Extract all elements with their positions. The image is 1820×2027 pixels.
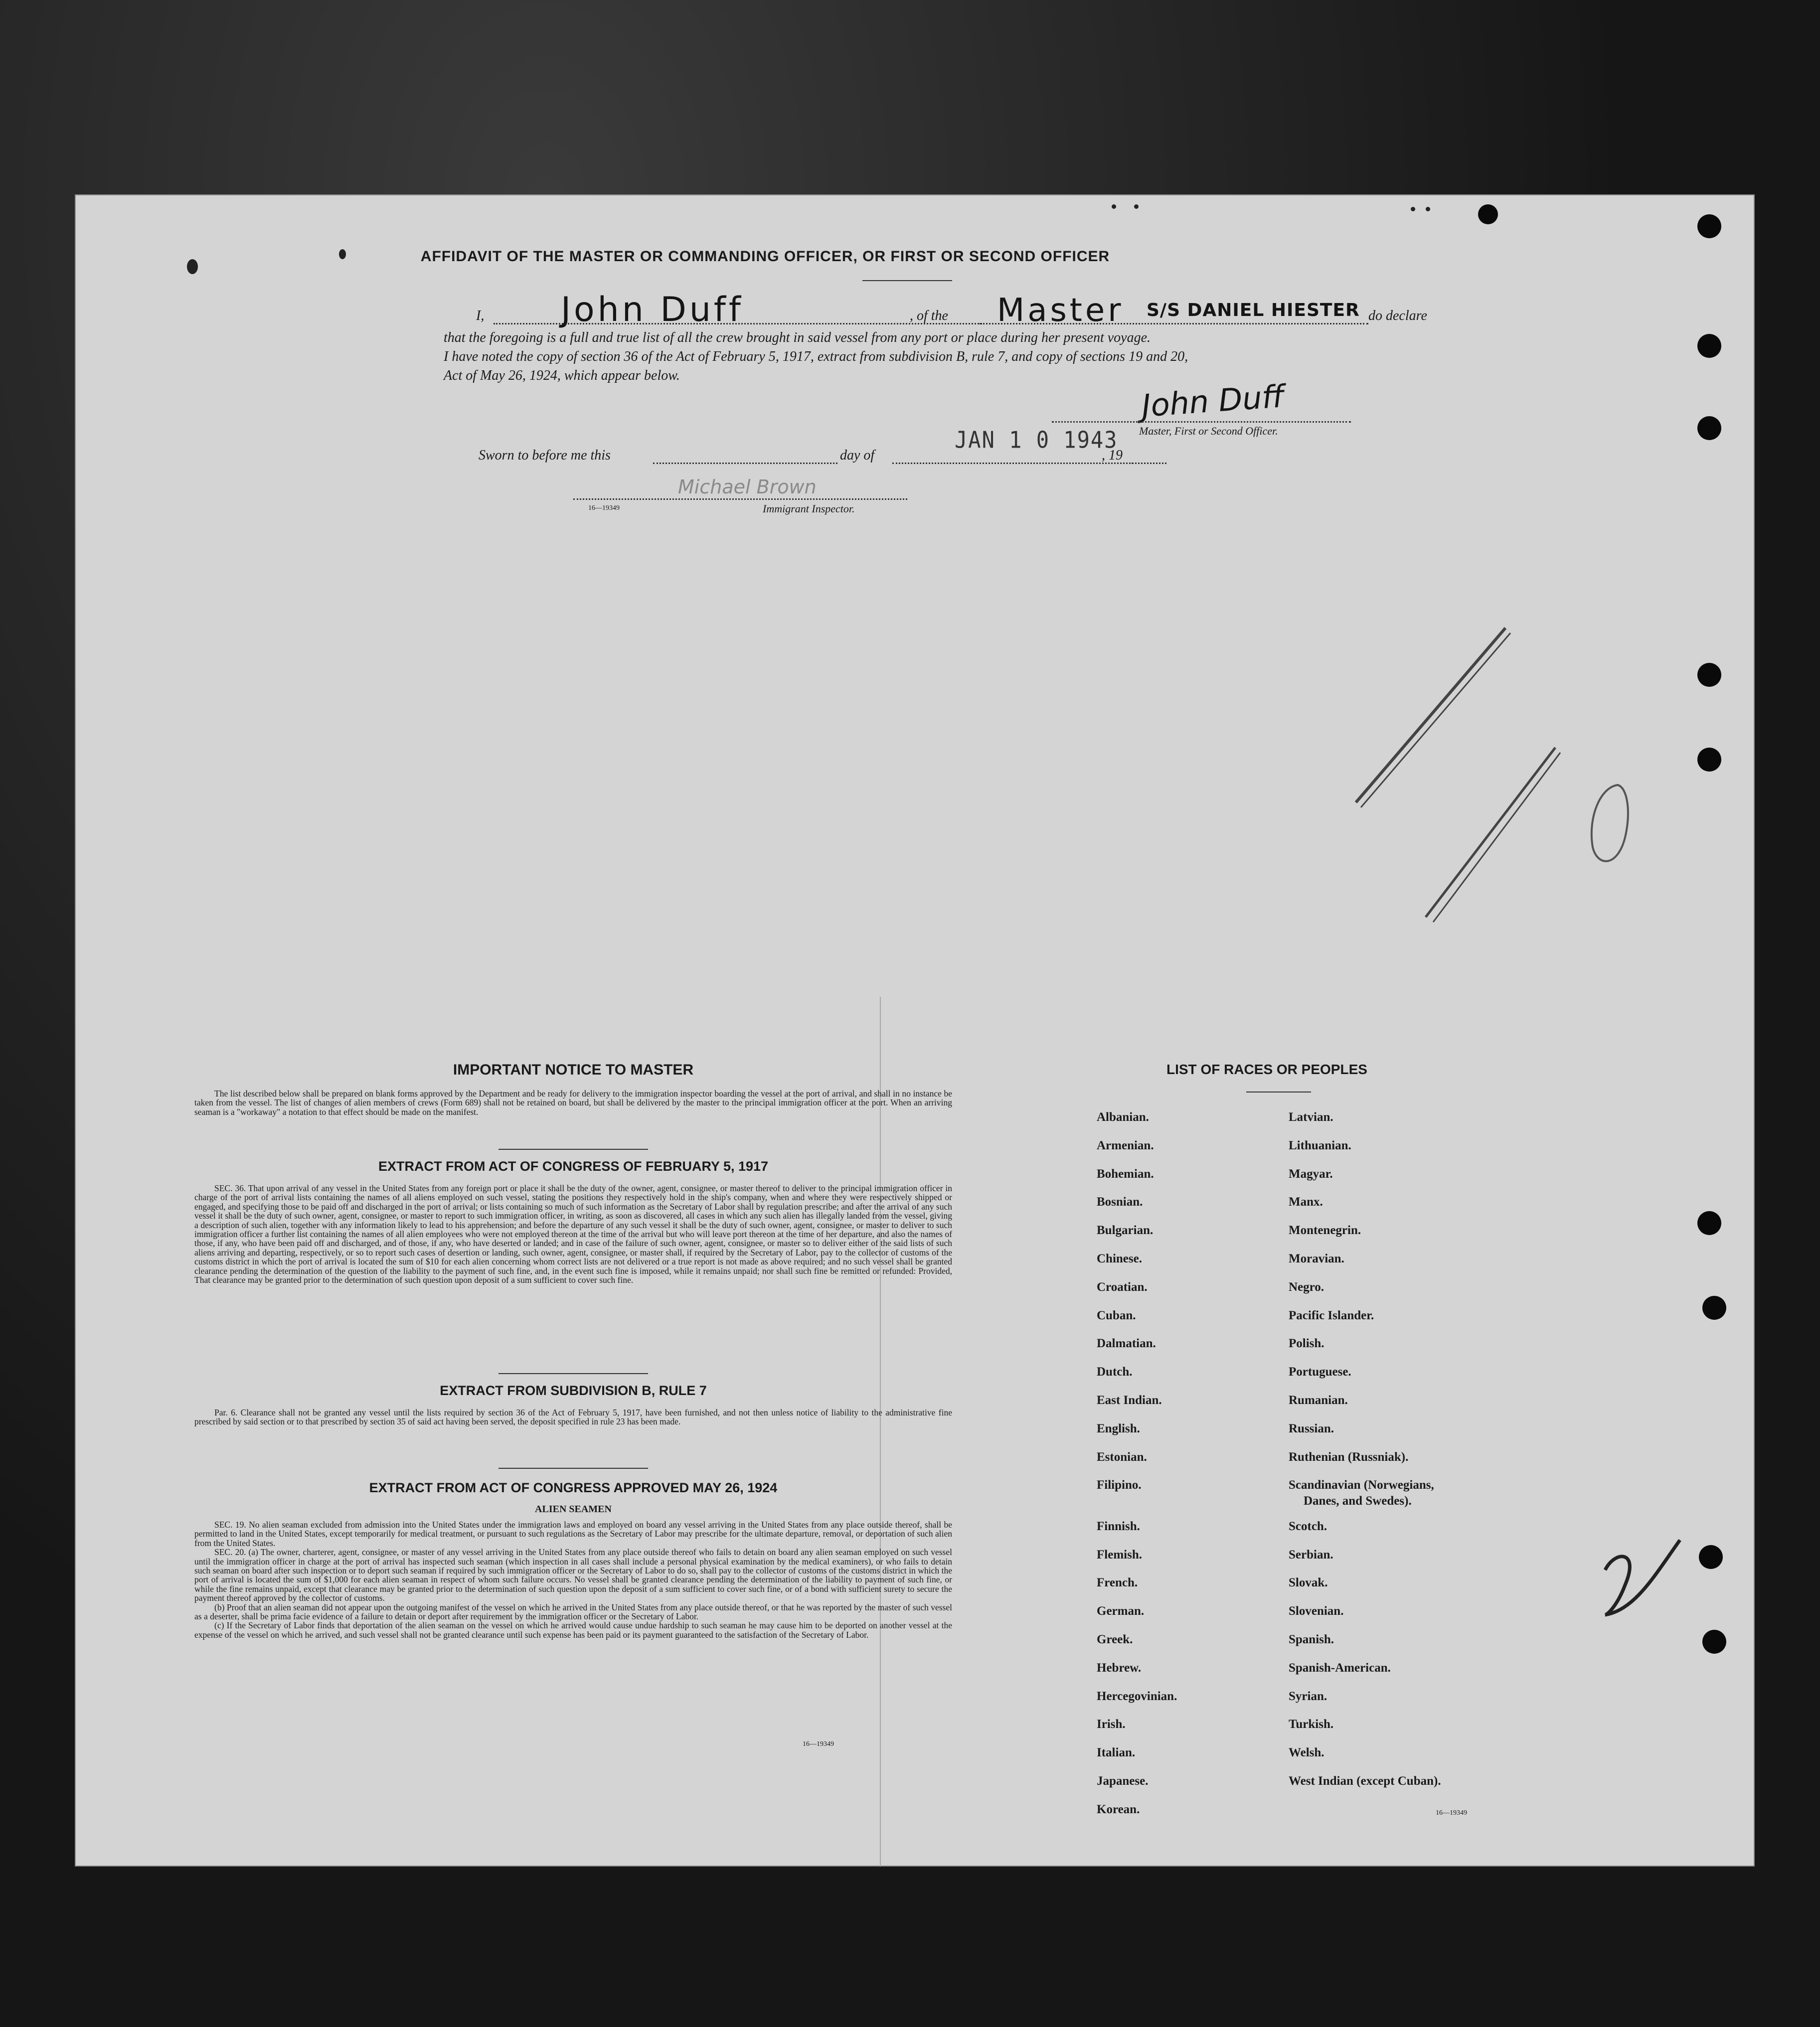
statement-line-2: I have noted the copy of section 36 of the Act of February 5, 1917, extract from subdivision B, rule 7, and copy of sections 19 and 20, (444, 349, 1188, 364)
race-item: Latvian. (1289, 1110, 1333, 1124)
race-item: Moravian. (1289, 1252, 1344, 1265)
race-item: Rumanian. (1289, 1394, 1348, 1407)
race-item: Bohemian. (1097, 1167, 1154, 1181)
races-title-rule (1246, 1091, 1311, 1092)
races-title: LIST OF RACES OR PEOPLES (1166, 1062, 1367, 1077)
binder-hole (1697, 1211, 1721, 1235)
sworn-day-blank (653, 463, 837, 464)
affidavit-heading: AFFIDAVIT OF THE MASTER OR COMMANDING OFFICER, OR FIRST OR SECOND OFFICER (420, 248, 1110, 265)
heading-rule (862, 280, 952, 281)
race-item: Syrian. (1289, 1689, 1327, 1703)
year-label: , 19 (1102, 448, 1123, 463)
sec19-paragraph: SEC. 19. No alien seaman excluded from admission into the United States under the immigration laws and employed on board any vessel arriving in the United States from any place outside thereof, shall be permitted to land in the United States, except temporarily for medical treatment, or pursuant to such regulations as the Secretary of Labor may prescribe for the ultimate departure, removal, or deportation of such alien from the United States. (194, 1520, 952, 1548)
notice-paragraph: The list described below shall be prepared on blank forms approved by the Department and be ready for delivery to the immigration inspector boarding the vessel at the port of arrival, and shall in no instance be taken from the vessel. The list of changes of alien members of crews (Form 689) shall not be retained on board, but shall be delivered by the master to the principal immigration officer at the port. When an arriving seaman is a "workaway" a notation to that effect should be made on the manifest. (194, 1089, 952, 1117)
master-signature: John Duff (1140, 378, 1286, 424)
race-item: Slovenian. (1289, 1604, 1344, 1618)
rank-handwritten: Master (997, 292, 1124, 329)
statement-line-3: Act of May 26, 1924, which appear below. (444, 368, 680, 383)
race-item: Magyar. (1289, 1167, 1333, 1181)
binder-hole (1697, 334, 1721, 358)
sec20c-paragraph: (c) If the Secretary of Labor finds that deportation of the alien seaman on the vessel on which he arrived would cause undue hardship to such seaman he may cause him to be deported on another vessel at the expense of the vessel on which he arrived, and such vessel shall not be granted clearance until such expense has been paid or its payment guaranteed to the satisfaction of the Secretary of Labor. (194, 1620, 952, 1640)
race-item: Flemish. (1097, 1548, 1142, 1561)
master-name-handwritten: John Duff (561, 290, 744, 329)
race-item: Estonian. (1097, 1450, 1147, 1464)
race-item: Dalmatian. (1097, 1337, 1156, 1351)
race-item: Portuguese. (1289, 1365, 1351, 1379)
of-the-label: , of the (910, 308, 948, 323)
extract2-body (194, 1408, 952, 1426)
form-number: 16—19349 (588, 504, 620, 512)
race-item: Cuban. (1097, 1308, 1136, 1322)
signature-blank (1052, 421, 1351, 423)
rule7-paragraph: Par. 6. Clearance shall not be granted any vessel until the lists required by section 36 of the Act of February 5, 1917, have been furnished, and not then unless notice of liability to the administrative fine prescribed by said section or to that prescribed by section 35 of said act having been served, the deposit specified in rule 23 has been made. (194, 1407, 952, 1427)
race-item: German. (1097, 1604, 1145, 1618)
race-item: French. (1097, 1576, 1138, 1590)
extract1-body (194, 1184, 952, 1284)
race-item: English. (1097, 1421, 1140, 1435)
race-item: Korean. (1097, 1802, 1140, 1816)
declare-label: do declare (1368, 308, 1427, 323)
race-item: Croatian. (1097, 1280, 1148, 1294)
binder-hole (1697, 416, 1721, 440)
corner-pencil-mark (1595, 1535, 1695, 1625)
race-item: Irish. (1097, 1717, 1126, 1731)
races-form-number: 16—19349 (1436, 1809, 1467, 1817)
year-blank (1132, 463, 1166, 464)
race-item: Chinese. (1097, 1252, 1142, 1265)
race-item: Bosnian. (1097, 1195, 1143, 1209)
binder-hole (1697, 214, 1721, 238)
race-item: Slovak. (1289, 1576, 1328, 1590)
race-item: Serbian. (1289, 1548, 1333, 1561)
speck (1411, 207, 1415, 211)
race-item: Spanish. (1289, 1632, 1334, 1646)
notice-form-number: 16—19349 (803, 1740, 834, 1748)
race-item: Ruthenian (Russniak). (1289, 1450, 1409, 1464)
race-item: Scotch. (1289, 1519, 1327, 1533)
inspector-caption: Immigrant Inspector. (763, 502, 855, 515)
race-item: Polish. (1289, 1337, 1324, 1351)
binder-hole (1702, 1630, 1726, 1654)
race-item: Lithuanian. (1289, 1138, 1351, 1152)
inspector-signature: Michael Brown (678, 476, 817, 498)
race-item: West Indian (except Cuban). (1289, 1774, 1441, 1788)
sworn-label: Sworn to before me this (479, 448, 611, 463)
binder-hole (1697, 663, 1721, 687)
extract3-body (194, 1520, 952, 1639)
race-item: Filipino. (1097, 1478, 1142, 1492)
race-item: Danes, and Swedes). (1304, 1494, 1412, 1508)
race-item: Armenian. (1097, 1138, 1154, 1152)
notice-title: IMPORTANT NOTICE TO MASTER (453, 1062, 694, 1078)
race-item: Bulgarian. (1097, 1224, 1154, 1238)
binder-hole (1697, 748, 1721, 772)
binder-hole (1702, 1296, 1726, 1320)
race-item: Scandinavian (Norwegians, (1289, 1478, 1434, 1492)
race-item: Japanese. (1097, 1774, 1149, 1788)
speck (1112, 204, 1116, 209)
binder-hole (1699, 1545, 1723, 1569)
race-item: Montenegrin. (1289, 1224, 1361, 1238)
sec20b-paragraph: (b) Proof that an alien seaman did not appear upon the outgoing manifest of the vessel on which he arrived in the United States from any place outside thereof, or that he was reported by the master of such vessel as a deserter, shall be prima facie evidence of a failure to detain or deport after requirement by the immigration officer or the Secretary of Labor. (194, 1602, 952, 1622)
race-item: Dutch. (1097, 1365, 1133, 1379)
section-rule (498, 1468, 648, 1469)
sec36-paragraph: SEC. 36. That upon arrival of any vessel in the United States from any foreign port or place it shall be the duty of the owner, agent, consignee, or master thereof to deliver to the principal immigration officer in charge of the port of arrival lists containing the names of all aliens employed on such vessel, stating the positions they respectively hold in the ship's company, when and where they were respectively shipped or engaged, and specifying those to be paid off and discharged in the port of arrival; or lists containing so much of such information as the Secretary of Labor shall by regulation prescribe; and after the arrival of any such vessel it shall be the duty of such owner, agent, consignee, or master to report to such immigration officer, in writing, as soon as discovered, all cases in which any such alien has illegally landed from the vessel, giving a description of such alien, together with any information likely to lead to his apprehension; and before the departure of any such vessel it shall be the duty of such owner, agent, consignee, or master to deliver to such immigration officer a further list containing the names of all alien employees who were not employed thereon at the time of the arrival but who will leave port thereon at the time of her departure, and also the names of those, if any, who have been paid off and discharged, and of those, if any, who have deserted or landed; and in case of the failure of such owner, agent, consignee, or master so to deliver either of the said lists of such aliens arriving and departing, respectively, or so to report such cases of desertion or landing, such owner, agent, consignee, or master shall, if required by the Secretary of Labor, pay to the collector of customs of the customs district in which the port of arrival is located the sum of $10 for each alien concerning whom correct lists are not delivered or a true report is not made as above required; and no such vessel shall be granted clearance pending the determination of the question of the liability to the payment of such fine, and, in the event such fine is imposed, while it remains unpaid; nor shall such fine be remitted or refunded: Provided, That clearance may be granted prior to the determination of such question upon deposit of a sum sufficient to cover such fine. (194, 1183, 952, 1285)
extract1-title: EXTRACT FROM ACT OF CONGRESS OF FEBRUARY 5, 1917 (378, 1159, 769, 1174)
race-item: Hercegovinian. (1097, 1689, 1177, 1703)
extract3-subtitle: ALIEN SEAMEN (535, 1504, 612, 1515)
extract2-title: EXTRACT FROM SUBDIVISION B, RULE 7 (440, 1383, 707, 1398)
day-of-label: day of (840, 448, 875, 463)
race-item: Greek. (1097, 1632, 1133, 1646)
section-rule (498, 1149, 648, 1150)
race-item: Finnish. (1097, 1519, 1140, 1533)
race-item: Negro. (1289, 1280, 1324, 1294)
pencil-tally-mark (1346, 588, 1695, 1037)
vessel-name-handwritten: S/S DANIEL HIESTER (1147, 300, 1360, 320)
date-stamp: JAN 1 0 1943 (955, 426, 1118, 454)
i-label: I, (476, 308, 485, 323)
race-item: Italian. (1097, 1746, 1136, 1760)
speck (1134, 204, 1139, 209)
affidavit-document (75, 194, 1755, 1867)
signature-caption: Master, First or Second Officer. (1139, 425, 1278, 437)
race-item: Russian. (1289, 1421, 1334, 1435)
race-item: Welsh. (1289, 1746, 1324, 1760)
race-item: Manx. (1289, 1195, 1323, 1209)
race-item: Spanish-American. (1289, 1661, 1391, 1675)
inspector-blank (573, 498, 907, 500)
extract3-title: EXTRACT FROM ACT OF CONGRESS APPROVED MAY 26, 1924 (369, 1480, 778, 1495)
race-item: Hebrew. (1097, 1661, 1142, 1675)
race-item: Turkish. (1289, 1717, 1334, 1731)
fold-line (880, 997, 881, 1867)
binder-hole (1478, 204, 1498, 224)
notice-body (194, 1089, 952, 1116)
race-item: Pacific Islander. (1289, 1308, 1374, 1322)
speck (1426, 207, 1430, 211)
statement-line-1: that the foregoing is a full and true list of all the crew brought in said vessel from any port or place during her present voyage. (444, 330, 1151, 345)
section-rule (498, 1373, 648, 1374)
sec20a-paragraph: SEC. 20. (a) The owner, charterer, agent, consignee, or master of any vessel arriving in the United States from any place outside thereof who fails to detain on board any alien seaman employed on such vessel until the immigration officer in charge at the port of arrival has inspected such seaman (which inspection in all cases shall include a personal physical examination by the medical examiners), or who fails to detain such seaman on board after such inspection or to deport such seaman if required by such immigration officer or the Secretary of Labor to do so, shall pay to the collector of customs of the customs district in which the port of arrival is located the sum of $1,000 for each alien seaman in respect of whom such failure occurs. No vessel shall be granted clearance pending the determination of the liability to payment of such fine, or while the fine remains unpaid, except that clearance may be granted prior to the determination of such question upon the deposit of a sum sufficient to cover such fine, or of a bond with sufficient surety to secure the payment thereof approved by the collector of customs. (194, 1547, 952, 1603)
race-item: East Indian. (1097, 1394, 1162, 1407)
race-item: Albanian. (1097, 1110, 1149, 1124)
